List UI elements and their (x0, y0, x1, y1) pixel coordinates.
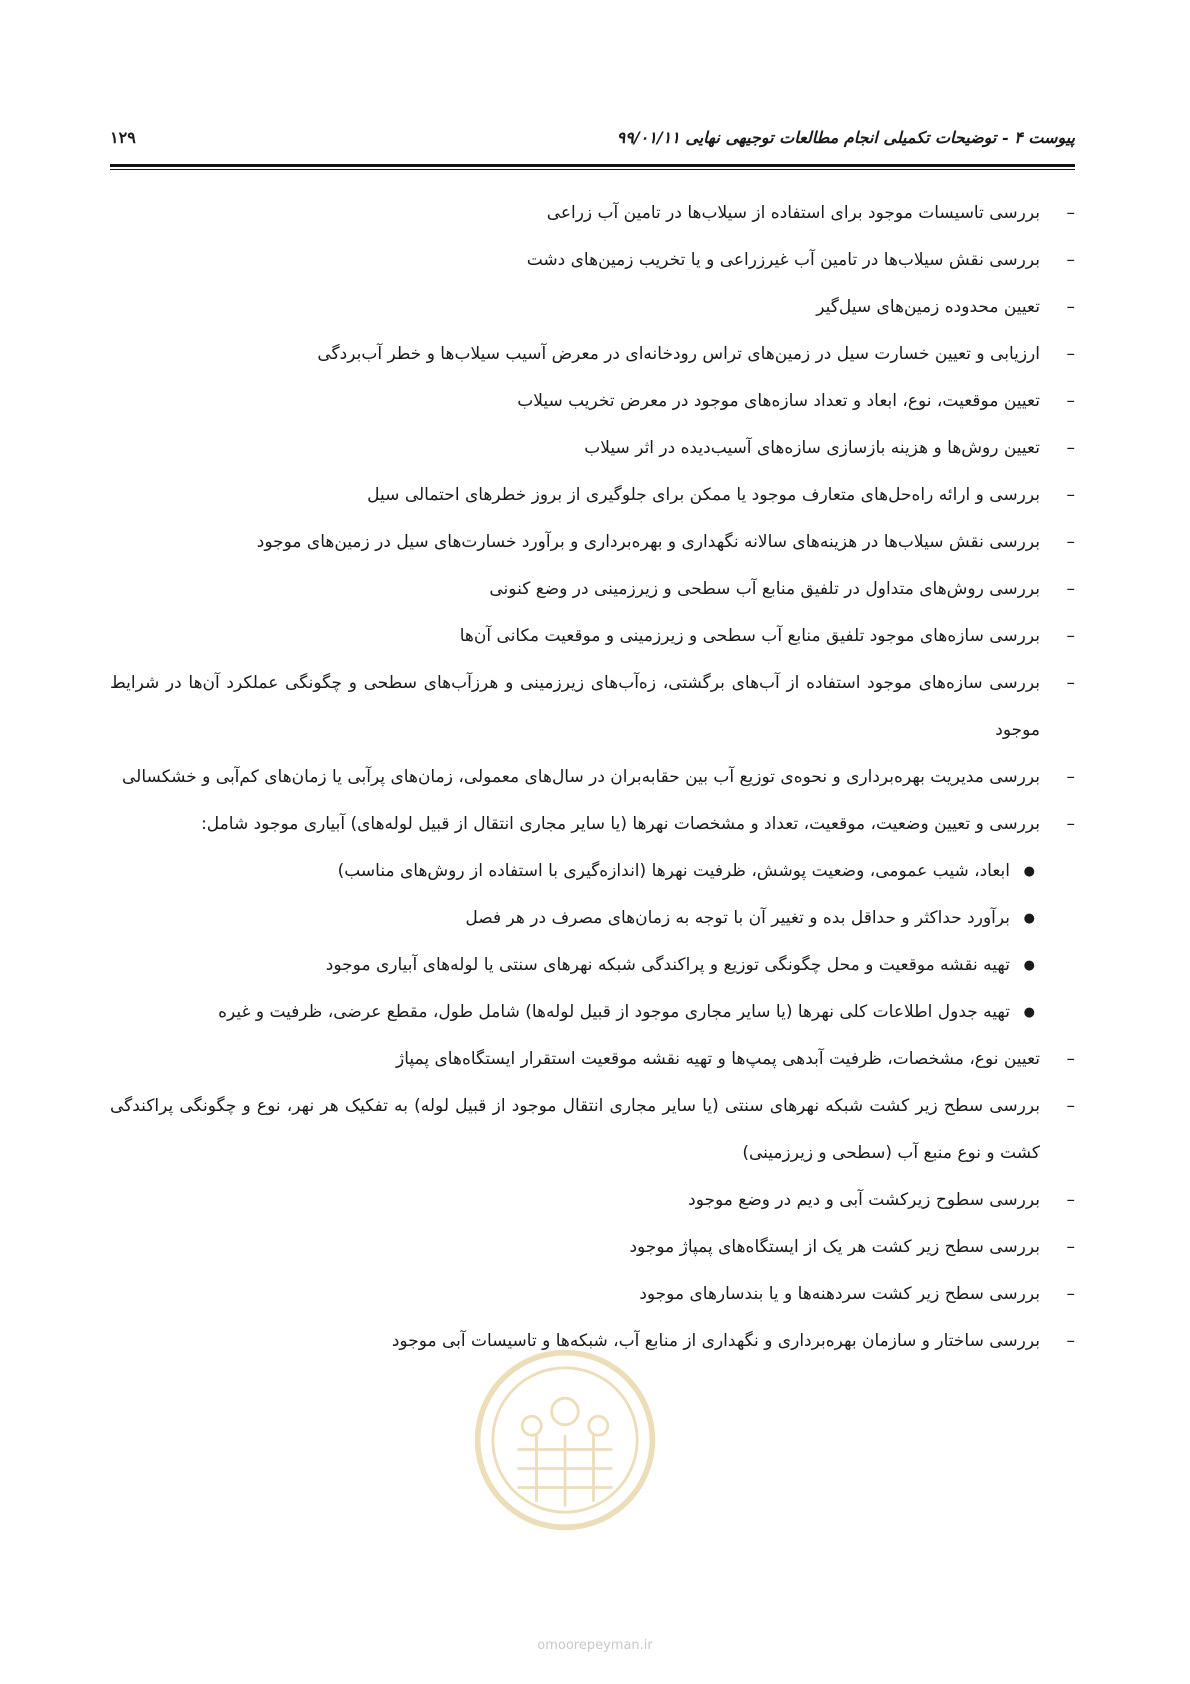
bullet-item-text: تهیه نقشه موقعیت و محل چگونگی توزیع و پراکندگی شبکه نهرهای سنتی یا لوله‌های آبیاری موجود (325, 955, 1010, 975)
list-item (110, 1271, 1075, 1318)
list-item (110, 1224, 1075, 1271)
list-item (110, 378, 1075, 425)
bullet-dot-icon: ● (1023, 958, 1035, 973)
bullet-item (110, 989, 1075, 1036)
document-body (110, 190, 1075, 1365)
bullet-item-text: برآورد حداکثر و حداقل بده و تغییر آن با توجه به زمان‌های مصرف در هر فصل (465, 908, 1010, 928)
list-item-text: بررسی و ارائه راه‌حل‌های متعارف موجود یا ممکن برای جلوگیری از بروز خطرهای احتمالی سیل (367, 485, 1040, 505)
list-item (110, 284, 1075, 331)
dash-marker: – (1066, 1096, 1075, 1116)
dash-list-bottom (110, 1036, 1075, 1365)
dash-marker: – (1066, 391, 1075, 411)
page-number: ۱۲۹ (110, 128, 136, 147)
list-item-text: بررسی و تعیین وضعیت، موقعیت، تعداد و مشخصات نهرها (یا سایر مجاری انتقال از قبیل لوله‌های) آبیاری موجود شامل: (201, 814, 1040, 834)
footer-watermark-text: omoorepeyman.ir (537, 1638, 653, 1653)
watermark-seal-icon (470, 1345, 660, 1535)
list-item-text: بررسی سازه‌های موجود استفاده از آب‌های برگشتی، زه‌آب‌های زیرزمینی و هرزآب‌های سطحی و چگونگی عملکرد آن‌ها در شرایط موجود (110, 673, 1040, 740)
list-item (110, 472, 1075, 519)
dash-marker: – (1066, 767, 1075, 787)
bullet-item (110, 848, 1075, 895)
dash-marker: – (1066, 485, 1075, 505)
list-item-text: بررسی سازه‌های موجود تلفیق منابع آب سطحی و زیرزمینی و موقعیت مکانی آن‌ها (459, 626, 1040, 646)
dash-marker: – (1066, 1331, 1075, 1351)
dash-list-top (110, 190, 1075, 848)
header-rule-thin (110, 169, 1075, 170)
bullet-item (110, 942, 1075, 989)
header-title: پیوست ۴ - توضیحات تکمیلی انجام مطالعات توجیهی نهایی ۹۹/۰۱/۱۱ (616, 128, 1075, 147)
list-item-text: ارزیابی و تعیین خسارت سیل در زمین‌های تراس رودخانه‌ای در معرض آسیب سیلاب‌ها و خطر آب‌بردگی (317, 344, 1040, 364)
list-item (110, 613, 1075, 660)
header-rule-thick (110, 164, 1075, 167)
dash-marker: – (1066, 1284, 1075, 1304)
list-item (110, 331, 1075, 378)
list-item-text: بررسی روش‌های متداول در تلفیق منابع آب سطحی و زیرزمینی در وضع کنونی (489, 579, 1040, 599)
list-item-text: تعیین نوع، مشخصات، ظرفیت آبدهی پمپ‌ها و تهیه نقشه موقعیت استقرار ایستگاه‌های پمپاژ (396, 1049, 1040, 1069)
dash-marker: – (1066, 673, 1075, 693)
bullet-list (110, 848, 1075, 1036)
list-item (110, 754, 1075, 801)
list-item (110, 190, 1075, 237)
list-item (110, 425, 1075, 472)
dash-marker: – (1066, 626, 1075, 646)
dash-marker: – (1066, 532, 1075, 552)
list-item (110, 519, 1075, 566)
dash-marker: – (1066, 814, 1075, 834)
list-item-text: تعیین روش‌ها و هزینه بازسازی سازه‌های آسیب‌دیده در اثر سیلاب (584, 438, 1040, 458)
dash-marker: – (1066, 203, 1075, 223)
list-item (110, 1177, 1075, 1224)
list-item-text: بررسی مدیریت بهره‌برداری و نحوه‌ی توزیع آب بین حقابه‌بران در سال‌های معمولی، زمان‌های پرآبی یا زمان‌های کم‌آبی و خشکسالی (122, 767, 1040, 787)
dash-marker: – (1066, 1190, 1075, 1210)
dash-marker: – (1066, 344, 1075, 364)
bullet-item (110, 895, 1075, 942)
list-item (110, 660, 1075, 754)
list-item (110, 1083, 1075, 1177)
list-item (110, 801, 1075, 848)
bullet-item-text: ابعاد، شیب عمومی، وضعیت پوشش، ظرفیت نهرها (اندازه‌گیری با استفاده از روش‌های مناسب) (337, 861, 1010, 881)
bullet-item-text: تهیه جدول اطلاعات کلی نهرها (یا سایر مجاری موجود از قبیل لوله‌ها) شامل طول، مقطع عرضی، ظرفیت و غیره (218, 1002, 1010, 1022)
list-item (110, 1036, 1075, 1083)
list-item-text: بررسی ساختار و سازمان بهره‌برداری و نگهداری از منابع آب، شبکه‌ها و تاسیسات آبی موجود (391, 1331, 1040, 1351)
list-item-text: بررسی سطح زیر کشت سردهنه‌ها و یا بندسارهای موجود (639, 1284, 1040, 1304)
page-header (110, 128, 1075, 158)
list-item-text: بررسی سطح زیر کشت شبکه نهرهای سنتی (یا سایر مجاری انتقال موجود از قبیل لوله) به تفکیک هر نهر، نوع و چگونگی پراکندگی کشت و نوع منبع آب (سطحی و زیرزمینی) (110, 1096, 1040, 1163)
dash-marker: – (1066, 297, 1075, 317)
list-item-text: تعیین محدوده زمین‌های سیل‌گیر (816, 297, 1040, 317)
list-item-text: بررسی تاسیسات موجود برای استفاده از سیلاب‌ها در تامین آب زراعی (546, 203, 1040, 223)
list-item-text: تعیین موقعیت، نوع، ابعاد و تعداد سازه‌های موجود در معرض تخریب سیلاب (517, 391, 1040, 411)
list-item-text: بررسی نقش سیلاب‌ها در تامین آب غیرزراعی و یا تخریب زمین‌های دشت (526, 250, 1040, 270)
dash-marker: – (1066, 1237, 1075, 1257)
bullet-dot-icon: ● (1023, 864, 1035, 879)
dash-marker: – (1066, 1049, 1075, 1069)
list-item-text: بررسی سطح زیر کشت هر یک از ایستگاه‌های پمپاژ موجود (629, 1237, 1040, 1257)
bullet-dot-icon: ● (1023, 1005, 1035, 1020)
list-item (110, 566, 1075, 613)
bullet-dot-icon: ● (1023, 911, 1035, 926)
list-item-text: بررسی سطوح زیرکشت آبی و دیم در وضع موجود (688, 1190, 1040, 1210)
dash-marker: – (1066, 250, 1075, 270)
dash-marker: – (1066, 438, 1075, 458)
list-item (110, 237, 1075, 284)
dash-marker: – (1066, 579, 1075, 599)
list-item-text: بررسی نقش سیلاب‌ها در هزینه‌های سالانه نگهداری و بهره‌برداری و برآورد خسارت‌های سیل در زمین‌های موجود (256, 532, 1040, 552)
